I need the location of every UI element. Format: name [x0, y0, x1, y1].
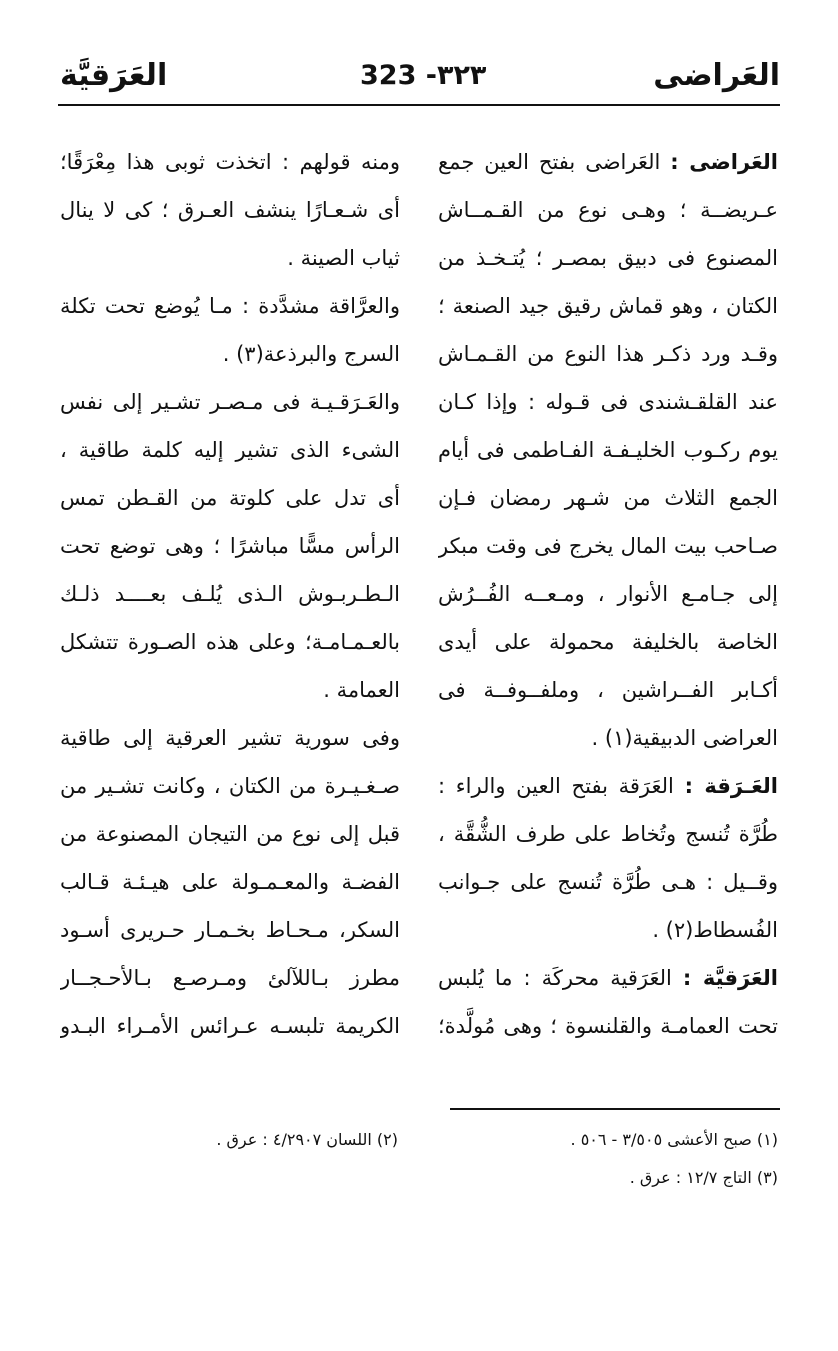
- line-text: أى تدل على كلوتة من القـطن تمس: [60, 486, 400, 510]
- line-text: الخاصة بالخليفة محمولة على أيدى: [438, 630, 778, 654]
- footnote-1: (١) صبح الأعشى ٣/٥٠٥ - ٥٠٦ .: [570, 1130, 778, 1149]
- line-text: مطرز بـاللآلئ ومـرصـع بـالأحـجــار: [60, 966, 400, 990]
- line-text: الكتان ، وهو قماش رقيق جيد الصنعة ؛: [438, 294, 778, 318]
- line-text: وفى سورية تشير العرقية إلى طاقية: [60, 726, 400, 750]
- page-number: 323 -٣٢٣: [360, 60, 487, 91]
- line-text: الجمع الثلاث من شـهر رمضان فـإن: [438, 486, 778, 510]
- text-line: [438, 234, 778, 282]
- line-text: إلى جـامـع الأنوار ، ومـعــه الفُــرُش: [438, 582, 778, 606]
- text-line: [438, 522, 778, 570]
- text-line: [60, 234, 400, 282]
- text-line: [60, 138, 400, 186]
- line-text: ثياب الصينة .: [287, 246, 400, 270]
- text-line: [438, 906, 778, 954]
- line-text: والعرَّاقة مشدَّدة : مـا يُوضع تحت تكلة: [60, 294, 400, 318]
- text-line: [438, 810, 778, 858]
- line-text: السكر، مـحـاط بخـمـار حـريرى أسـود: [60, 918, 400, 942]
- line-text: العَرَقية محركَة : ما يُلبس: [438, 966, 683, 990]
- text-line: [60, 426, 400, 474]
- line-text: الـطـربـوش الـذى يُلـف بعــــد ذلـك: [60, 582, 400, 606]
- line-text: وقـد ورد ذكـر هذا النوع من القـمـاش: [438, 342, 778, 366]
- text-line: [60, 714, 400, 762]
- text-line: [60, 282, 400, 330]
- line-text: عـريضــة ؛ وهـى نوع من القـمــاش: [438, 198, 778, 222]
- line-text: العراضى الدبيقية(١) .: [591, 726, 778, 750]
- text-line: [60, 618, 400, 666]
- line-text: الشىء الذى تشير إليه كلمة طاقية ،: [60, 438, 400, 462]
- line-text: العَراضى بفتح العين جمع: [438, 150, 671, 174]
- text-line: [438, 618, 778, 666]
- text-line: [438, 330, 778, 378]
- line-text: طُرَّة تُنسج وتُخاط على طرف الشُّقَّة ،: [438, 822, 778, 846]
- text-line: [438, 666, 778, 714]
- line-text: الرأس مسًّا مباشرًا ؛ وهى توضع تحت: [60, 534, 400, 558]
- text-line: [438, 858, 778, 906]
- line-text: الفضـة والمعـمـولة على هيـئـة قـالب: [60, 870, 400, 894]
- text-line: [60, 474, 400, 522]
- line-text: يوم ركـوب الخليـفـة الفـاطمى فى أيام: [438, 438, 778, 462]
- text-line: [438, 378, 778, 426]
- text-line: [60, 906, 400, 954]
- line-text: الفُسطاط(٢) .: [652, 918, 778, 942]
- text-line: [60, 954, 400, 1002]
- text-line: [438, 762, 778, 810]
- entry-term: العَرَقيَّة :: [682, 966, 778, 990]
- running-head-right: العَراضى: [653, 58, 780, 93]
- line-text: تحت العمامـة والقلنسوة ؛ وهى مُولَّدة؛: [438, 1014, 778, 1038]
- text-line: [60, 1002, 400, 1050]
- text-line: [60, 378, 400, 426]
- left-text-column: [60, 138, 400, 1050]
- footnote-3: (٣) التاج ١٢/٧ : عرق .: [629, 1168, 778, 1187]
- header-rule: [58, 104, 780, 106]
- text-line: [60, 762, 400, 810]
- text-line: [60, 810, 400, 858]
- text-line: [438, 474, 778, 522]
- line-text: والعَـرَقـيـة فى مـصـر تشـير إلى نفس: [60, 390, 400, 414]
- text-line: [60, 330, 400, 378]
- text-line: [438, 570, 778, 618]
- text-line: [438, 282, 778, 330]
- entry-term: العَـرَقة :: [684, 774, 778, 798]
- page-header: [60, 58, 780, 102]
- line-text: عند القلقـشندى فى قـوله : وإذا كـان: [438, 390, 778, 414]
- footnote-rule: [450, 1108, 780, 1110]
- line-text: بالعـمـامـة؛ وعلى هذه الصـورة تتشكل: [60, 630, 400, 654]
- line-text: ومنه قولهم : اتخذت ثوبى هذا مِعْرَقًا؛: [60, 150, 400, 174]
- text-line: [438, 186, 778, 234]
- line-text: العمامة .: [323, 678, 400, 702]
- running-head-left: العَرَقيَّة: [60, 58, 168, 93]
- line-text: الكريمة تلبسـه عـرائس الأمـراء البـدو: [60, 1014, 400, 1038]
- line-text: المصنوع فى دبيق بمصـر ؛ يُتـخـذ من: [438, 246, 778, 270]
- text-line: [438, 954, 778, 1002]
- line-text: العَرَقة بفتح العين والراء :: [438, 774, 685, 798]
- text-line: [60, 666, 400, 714]
- text-line: [60, 570, 400, 618]
- text-line: [438, 138, 778, 186]
- right-text-column: [438, 138, 778, 1050]
- text-line: [438, 1002, 778, 1050]
- line-text: صـغـيـرة من الكتان ، وكانت تشـير من: [60, 774, 400, 798]
- line-text: أى شـعـارًا ينشف العـرق ؛ كى لا ينال: [60, 198, 400, 222]
- line-text: صـاحب بيت المال يخرج فى وقت مبكر: [438, 534, 778, 558]
- text-line: [60, 858, 400, 906]
- text-line: [438, 426, 778, 474]
- entry-term: العَراضى :: [670, 150, 778, 174]
- line-text: السرج والبرذعة(٣) .: [222, 342, 400, 366]
- line-text: أكـابر الفــراشين ، وملفــوفــة فى: [438, 678, 778, 702]
- text-line: [60, 186, 400, 234]
- footnote-2: (٢) اللسان ٤/٢٩٠٧ : عرق .: [216, 1130, 398, 1149]
- text-line: [60, 522, 400, 570]
- line-text: وقــيل : هـى طُرَّة تُنسج على جـوانب: [438, 870, 778, 894]
- line-text: قبل إلى نوع من التيجان المصنوعة من: [60, 822, 400, 846]
- text-line: [438, 714, 778, 762]
